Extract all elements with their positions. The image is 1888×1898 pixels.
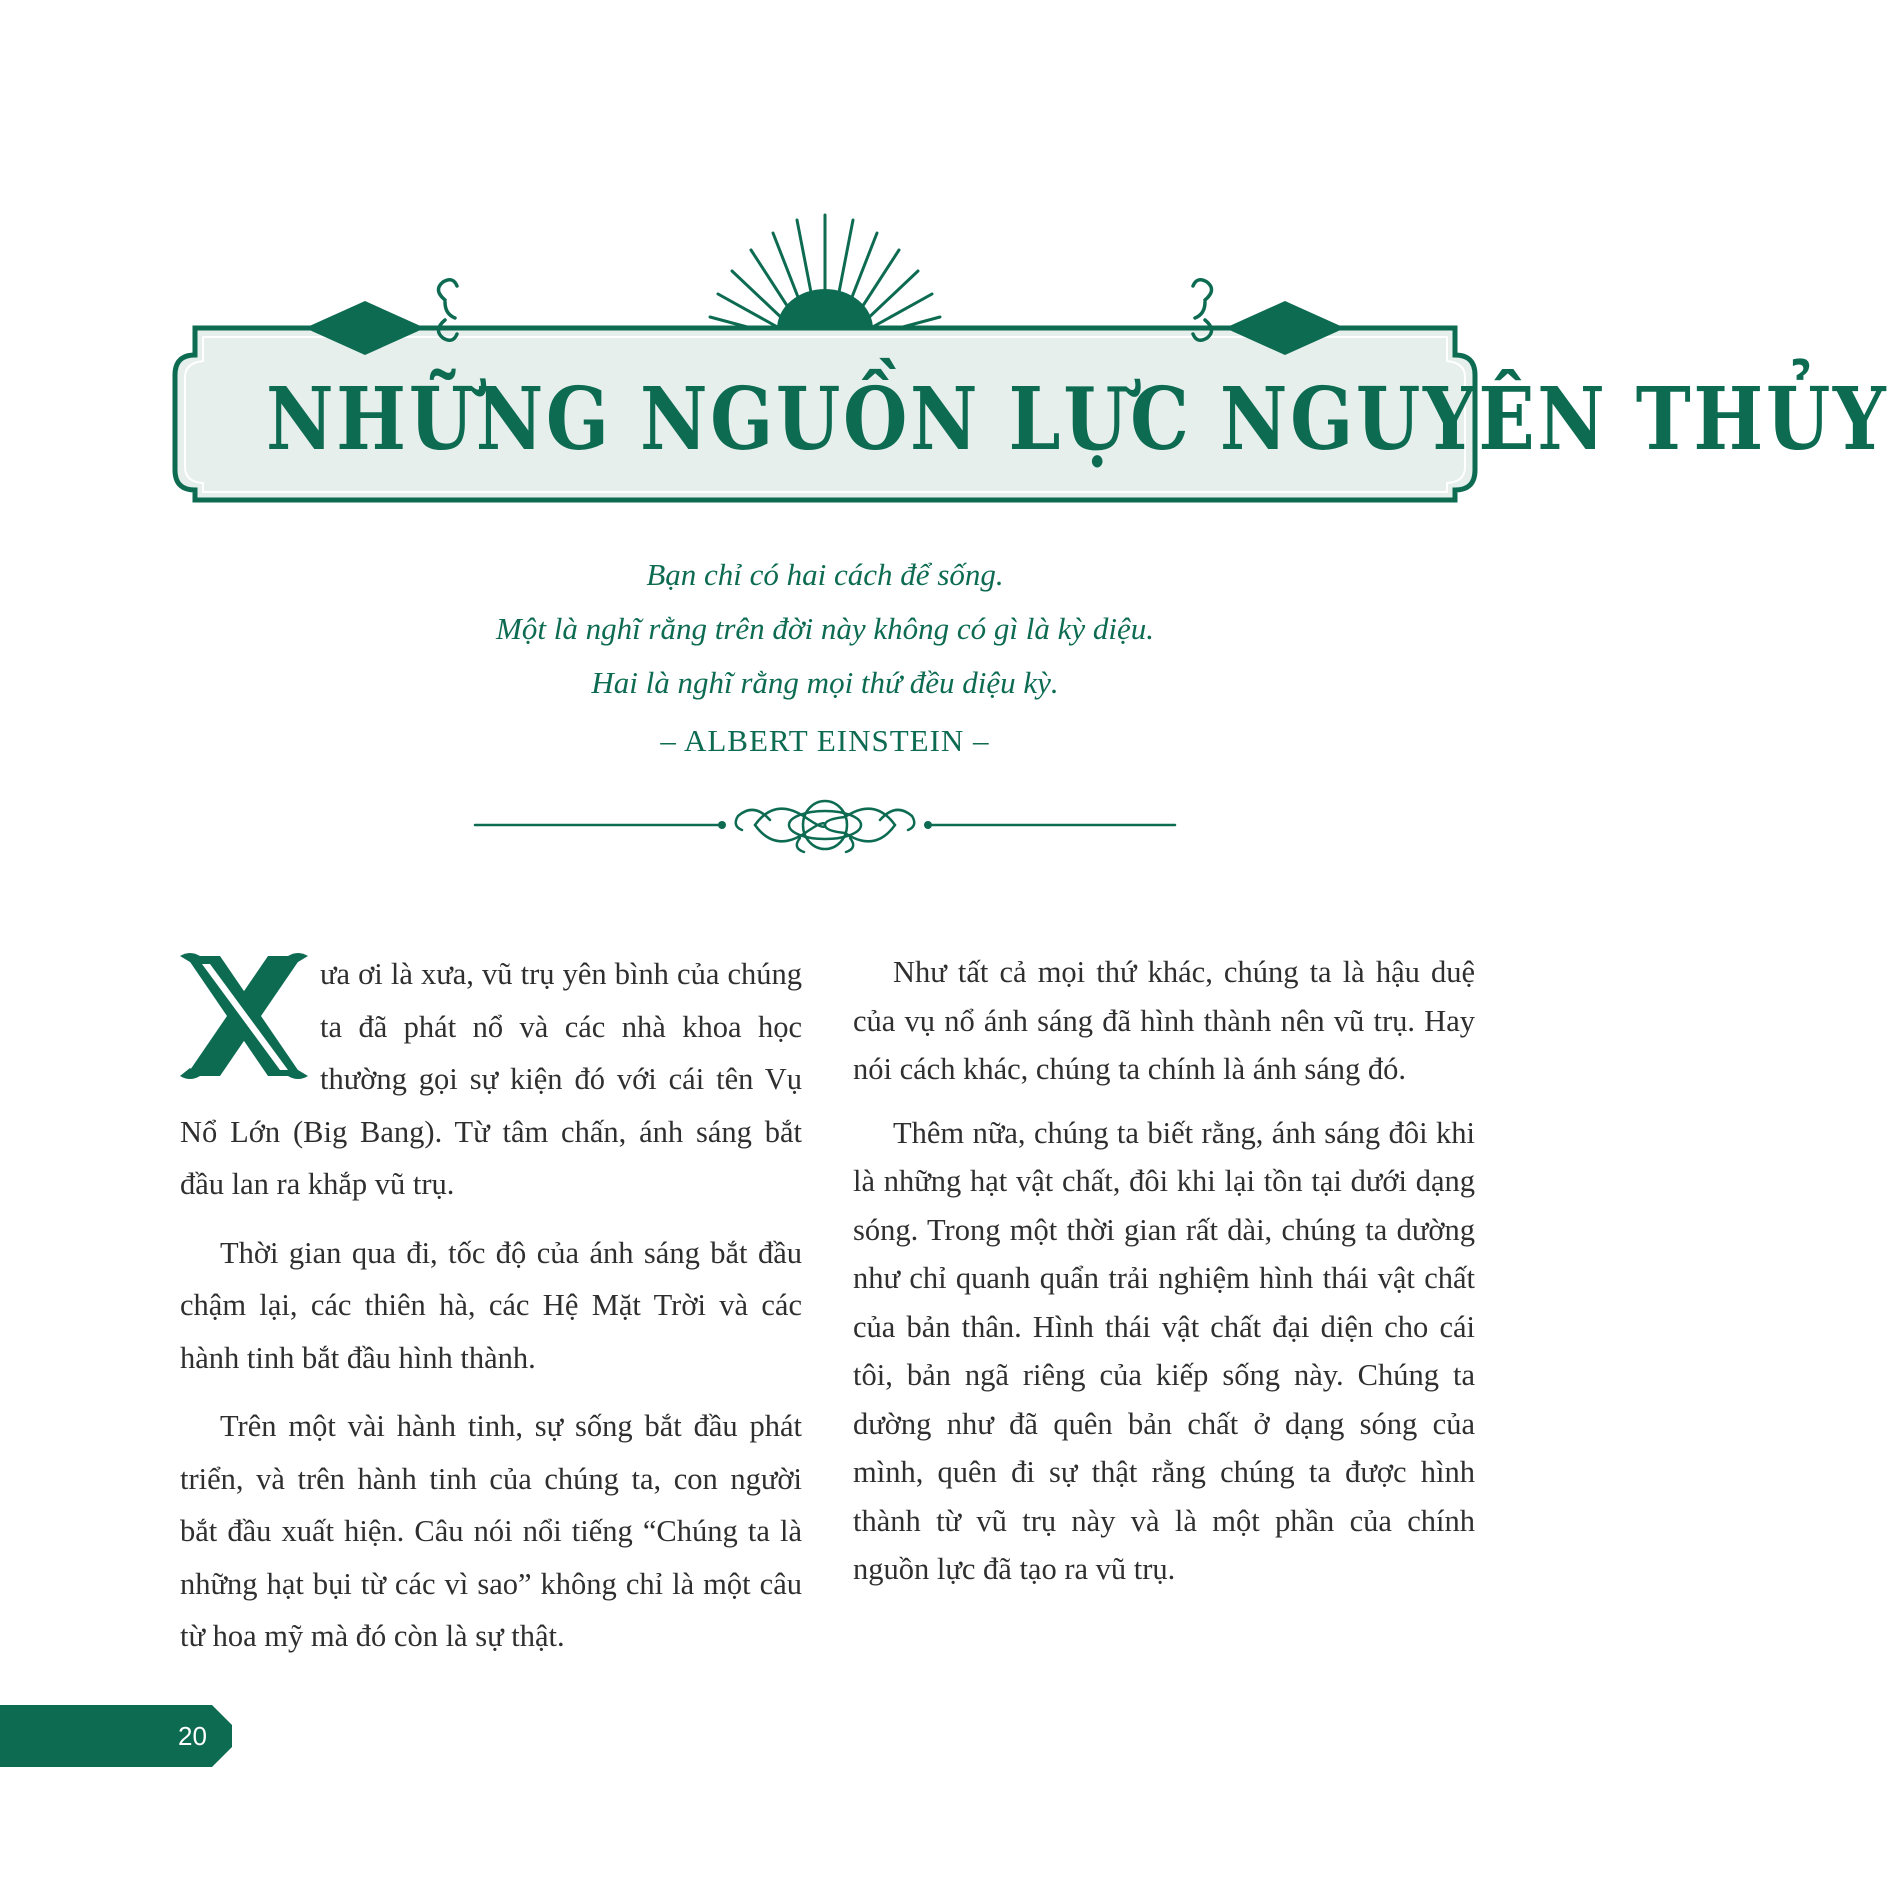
paragraph: Như tất cả mọi thứ khác, chúng ta là hậu duệ của vụ nổ ánh sáng đã hình thành nên vũ trụ. Hay nói cách khác, chúng ta chính là ánh sáng đó. [853,955,1475,1086]
right-column [853,948,1475,1609]
ornament-divider-icon [470,780,1180,855]
paragraph: Thêm nữa, chúng ta biết rằng, ánh sáng đôi khi là những hạt vật chất, đôi khi lại tồn tại dưới dạng sóng. Trong một thời gian rất dài, chúng ta dường như chỉ quanh quẩn trải nghiệm hình thái vật chất của bản thân. Hình thái vật chất đại diện cho cái tôi, bản ngã riêng của kiếp sống này. Chúng ta dường như đã quên bản chất ở dạng sóng của mình, quên đi sự thật rằng chúng ta được hình thành từ vũ trụ này và là một phần của chính nguồn lực đã tạo ra vũ trụ. [853,1115,1475,1586]
title-banner [175,205,1888,515]
left-column [180,948,802,1679]
quote-line: Bạn chỉ có hai cách để sống. [646,557,1004,592]
paragraph: Trên một vài hành tinh, sự sống bắt đầu phát triển, và trên hành tinh của chúng ta, con người bắt đầu xuất hiện. Câu nói nổi tiếng “Chúng ta là những hạt bụi từ các vì sao” không chỉ là một câu từ hoa mỹ mà đó còn là sự thật. [180,1409,802,1653]
quote-line: Một là nghĩ rằng trên đời này không có gì là kỳ diệu. [496,611,1154,646]
dropcap-letter-x-icon [180,950,308,1082]
paragraph: Thời gian qua đi, tốc độ của ánh sáng bắt đầu chậm lại, các thiên hà, các Hệ Mặt Trời và các hành tinh bắt đầu hình thành. [180,1235,802,1375]
dropcap [180,950,308,1082]
epigraph-quote [300,548,1350,710]
quote-author: – ALBERT EINSTEIN – [660,723,990,758]
chapter-title: NHỮNG NGUỒN LỰC NGUYÊN THỦY [266,369,1888,470]
paragraph-text: ưa ơi là xưa, vũ trụ yên bình của chúng ta đã phát nổ và các nhà khoa học thường gọi sự kiện đó với cái tên Vụ Nổ Lớn (Big Bang). Từ tâm chấn, ánh sáng bắt đầu lan ra khắp vũ trụ. [180,957,802,1201]
quote-line: Hai là nghĩ rằng mọi thứ đều diệu kỳ. [591,665,1059,700]
page-number: 20 [178,1721,207,1751]
paragraph [180,948,802,1211]
